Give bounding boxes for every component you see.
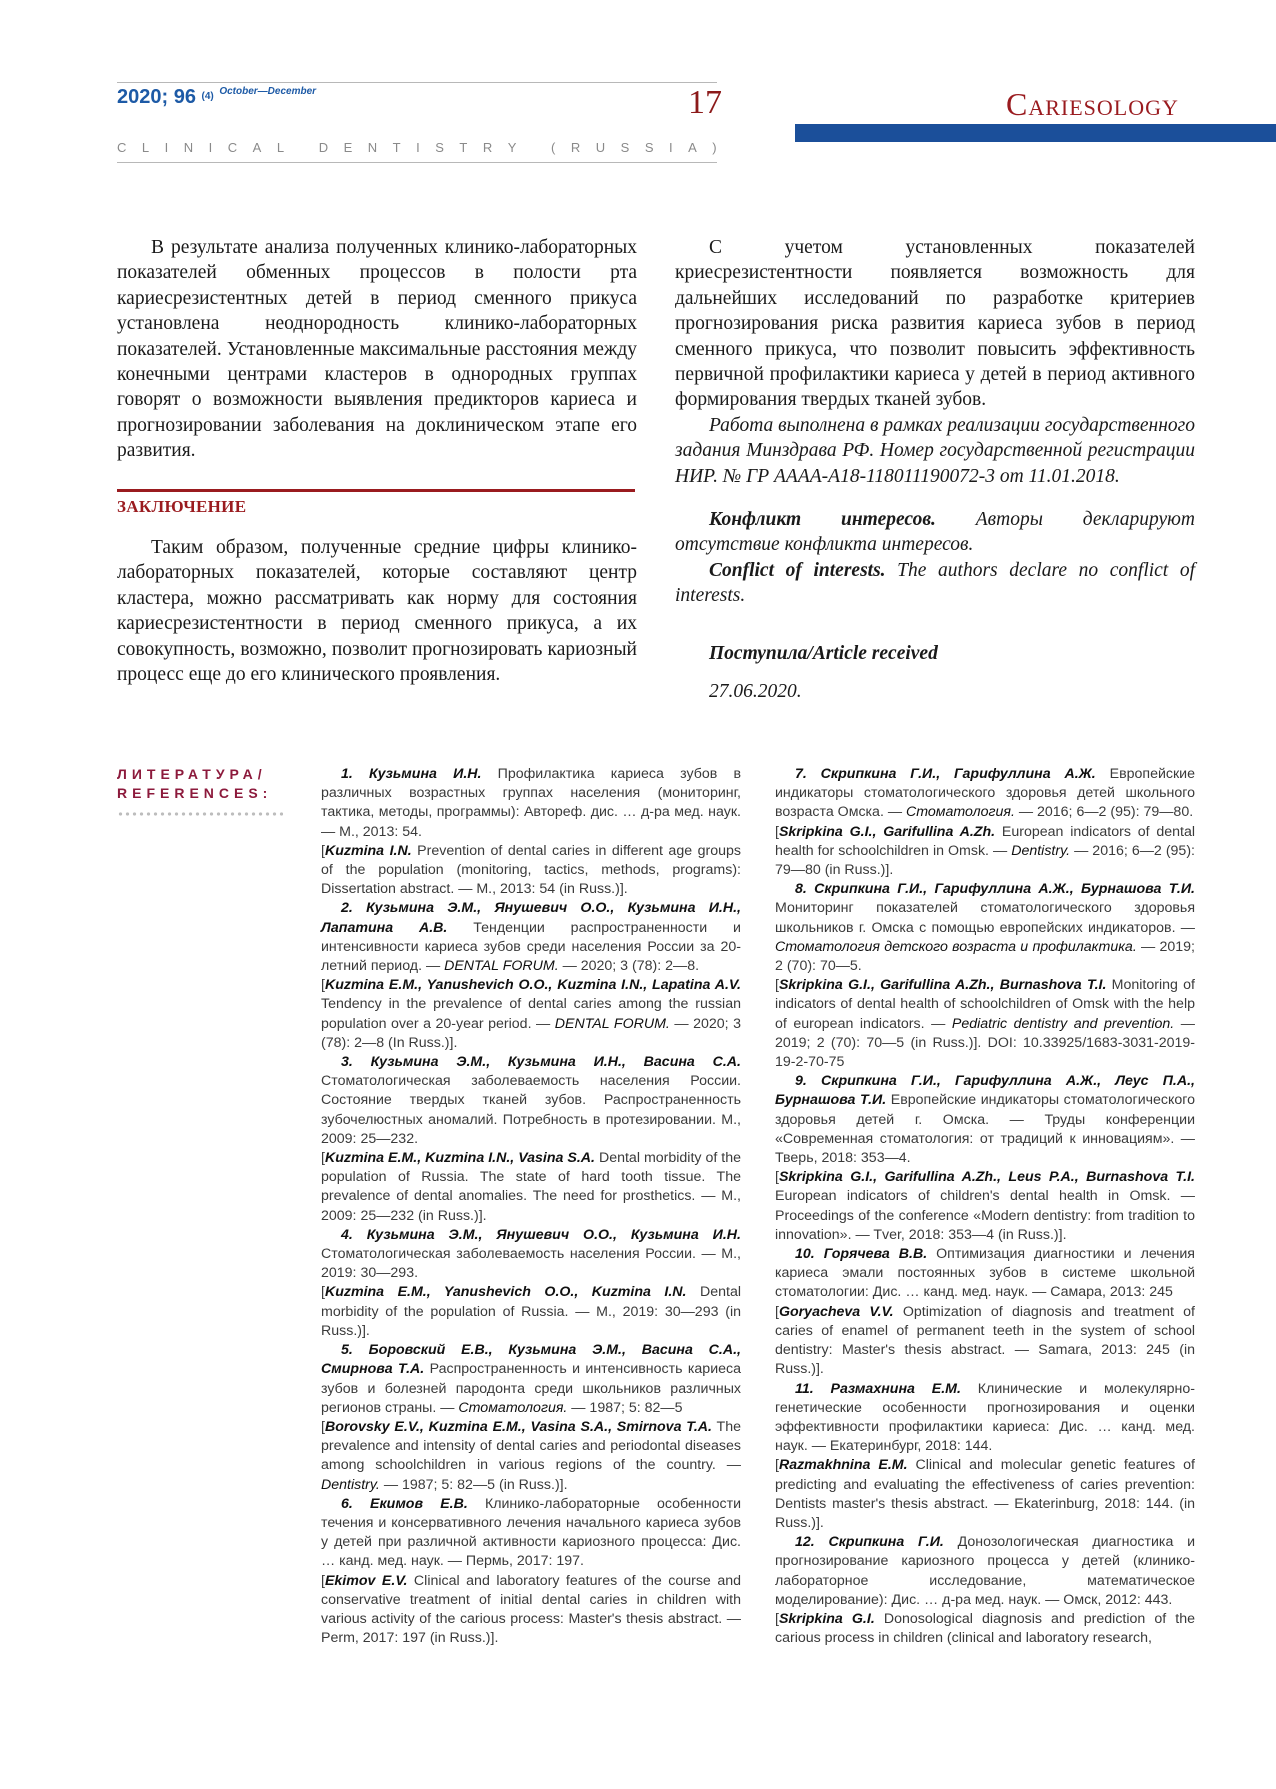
reference-en-tail: — 2019; 2 (70): 70—5 (in Russ.)]. DOI: 10.33925/1683-3031-2019-19-2-70-75 bbox=[775, 1015, 1195, 1071]
journal-letter: E bbox=[343, 140, 353, 155]
reference-en: [Skripkina G.I., Garifullina A.Zh., Leus P.A., Burnashova T.I. European indicators of children's dental health in Omsk. — Proceedings of the conference «Modern dentistry: from tradition to innovation». — Tver, 2018: 353—4 (in Russ.)]. bbox=[775, 1169, 1195, 1243]
reference-en: [Kuzmina I.N. Prevention of dental caries in different age groups of the population (monitoring, tactics, methods, programs): Dissertation abstract. — M., 2013: 54 (in Russ.)]. bbox=[321, 842, 741, 898]
reference-en: [Ekimov E.V. Clinical and laboratory features of the course and conservative treatment of initial dental caries in children with various activity of the carious process: Master's thesis abstract. — Perm, 2017: 197 (in Russ.)]. bbox=[321, 1572, 741, 1647]
journal-letter: R bbox=[482, 140, 493, 155]
journal-letter: L bbox=[141, 140, 150, 155]
reference-ru bbox=[321, 899, 741, 976]
journal-letter: I bbox=[208, 140, 213, 155]
reference-en-tail: — 2020; 3 (78): 2—8 (In Russ.)]. bbox=[321, 1015, 741, 1051]
journal-letter: R bbox=[570, 140, 581, 155]
section-color-bar bbox=[795, 124, 1276, 142]
conclusion-paragraph: Таким образом, полученные средние цифры клинико-лабораторных показателей, которые составляют центр кластера, можно рассматривать как норму для состояния кариесрезистентности в период сменного прикуса, а их совокупность, возможно, позволит прогнозировать кариозный процесс еще до его клинического проявления. bbox=[117, 537, 637, 686]
reference-ru-text: Клинические и молекулярно-генетические особенности прогнозирования и оценки эффективности профилактики кариеса: Дис. … канд. мед. наук. — Екатеринбург, 2018: 144. bbox=[775, 1380, 1196, 1455]
received-date: 27.06.2020. bbox=[709, 681, 802, 702]
issue-info bbox=[117, 86, 316, 109]
conflict-ru bbox=[675, 507, 1195, 558]
section-title: Cariesology bbox=[1006, 86, 1179, 122]
journal-letter: U bbox=[595, 140, 606, 155]
journal-letter: I bbox=[669, 140, 673, 155]
reference-en-authors: Skripkina G.I., Garifullina A.Zh., Burnashova T.I. bbox=[778, 977, 1107, 994]
reference-en-text: Dental morbidity of the population of Russia. The state of hard tooth tissue. The prevalence of dental anomalies. The need for prosthetics. — M., 2009: 25—232 (in Russ.)]. bbox=[321, 1150, 741, 1224]
reference-en-authors: Kuzmina E.M., Kuzmina I.N., Vasina S.A. bbox=[324, 1150, 595, 1167]
reference-ru-authors: 9. Скрипкина Г.И., Гарифуллина А.Ж., Леус П.А., Бурнашова Т.И. bbox=[775, 1073, 1195, 1109]
reference-en-text: Optimization of diagnosis and treatment of caries of enamel of permanent teeth in the system of school dentistry: Master's thesis abstract. — Samara, 2013: 245 (in Russ.)]. bbox=[775, 1303, 1195, 1378]
reference-en-source: Dentistry. bbox=[1011, 842, 1071, 859]
reference-ru bbox=[775, 765, 1195, 823]
reference-ru-source: Стоматология. bbox=[905, 804, 1015, 821]
reference-ru-text: Оптимизация диагностики и лечения кариеса эмали постоянных зубов в системе школьной стоматологии: Дис. … канд. мед. наук. — Самара, 2013: 245 bbox=[775, 1246, 1195, 1301]
reference-ru-authors: 1. Кузьмина И.Н. bbox=[341, 766, 482, 782]
funding-note: Работа выполнена в рамках реализации государственного задания Минздрава РФ. Номер государственной регистрации НИР. № ГР АААА-А18-118011190072-3 от 11.01.2018. bbox=[675, 414, 1195, 487]
conflict-ru-text: Авторы декларируют отсутствие конфликта интересов. bbox=[675, 509, 1196, 556]
reference-ru-text: Стоматологическая заболеваемость населения России. Состояние твердых тканей зубов. Распространенность зубочелюстных аномалий. Потребность в протезировании. М., 2009: 25—232. bbox=[321, 1073, 741, 1147]
reference-ru bbox=[321, 1341, 741, 1418]
reference-en-authors: Skripkina G.I., Garifullina A.Zh. bbox=[778, 823, 996, 840]
issue-year: 2020; bbox=[117, 86, 169, 108]
conclusion-heading: ЗАКЛЮЧЕНИЕ bbox=[117, 497, 247, 516]
reference-ru bbox=[321, 1495, 741, 1572]
page-number: 17 bbox=[688, 84, 722, 121]
journal-letter: L bbox=[276, 140, 285, 155]
journal-letter: N bbox=[367, 140, 378, 155]
reference-en-authors: Skripkina G.I. bbox=[778, 1610, 875, 1627]
reference-ru-tail: — 2020; 3 (78): 2—8. bbox=[558, 958, 700, 975]
journal-letter: ) bbox=[712, 140, 717, 155]
conflict-en-text: The authors declare no conflict of interests. bbox=[675, 559, 1196, 607]
reference-ru-authors: 8. Скрипкина Г.И., Гарифуллина А.Ж., Бурнашова Т.И. bbox=[795, 881, 1195, 898]
journal-letter: C bbox=[117, 140, 127, 155]
issue-months: October—December bbox=[219, 86, 317, 97]
reference-en-authors: Borovsky E.V., Kuzmina E.M., Vasina S.A., Smirnova T.A. bbox=[324, 1418, 712, 1435]
reference-en-tail: — 2016; 6—2 (95): 79—80 (in Russ.)]. bbox=[775, 842, 1195, 879]
reference-en-authors: Kuzmina E.M., Yanushevich O.O., Kuzmina I.N., Lapatina A.V. bbox=[324, 977, 741, 994]
reference-en-text: European indicators of children's dental health in Omsk. — Proceedings of the conference «Modern dentistry: from tradition to innovation». — Tver, 2018: 353—4 (in Russ.)]. bbox=[775, 1188, 1195, 1243]
reference-ru-authors: 4. Кузьмина Э.М., Янушевич О.О., Кузьмина И.Н. bbox=[341, 1226, 741, 1243]
reference-en-authors: Goryacheva V.V. bbox=[778, 1303, 894, 1320]
references-left-column bbox=[321, 765, 741, 1648]
conflict-en-label: Conflict of interests. bbox=[709, 559, 886, 581]
reference-en-authors: Ekimov E.V. bbox=[324, 1572, 408, 1589]
reference-en-text: Clinical and molecular genetic features of predicting and evaluating the effectiveness of caries prevention: Dentists master's thesis abstract. — Ekaterinburg, 2018: 144. (in Russ.)]. bbox=[775, 1457, 1195, 1531]
reference-ru bbox=[321, 765, 741, 842]
reference-ru-text: Мониторинг показателей стоматологического здоровья школьников г. Омска с помощью европейских индикаторов. — bbox=[775, 900, 1195, 936]
reference-en-source: Dentistry. bbox=[321, 1476, 380, 1493]
left-column-conclusion bbox=[117, 535, 637, 687]
issue-volume: 96 bbox=[173, 86, 196, 108]
right-paragraph-1: С учетом установленных показателей криесрезистентности появляется возможность для дальнейших исследований по разработке критериев прогнозирования риска развития кариеса зубов в период сменного прикуса, что позволит повысить эффективность первичной профилактики кариеса у детей в период активного формирования твердых тканей зубов. bbox=[675, 237, 1195, 411]
reference-en: [Skripkina G.I. Donosological diagnosis and prediction of the carious process in children (clinical and laboratory research, bbox=[775, 1610, 1195, 1647]
left-paragraph-1: В результате анализа полученных клинико-лабораторных показателей обменных процессов в полости рта кариесрезистентных детей в период сменного прикуса установлена неоднородность клинико-лабораторных показателей. Установленные максимальные расстояния между конечными центрами кластеров в однородных группах говорят о возможности выявления предикторов кариеса и прогнозировании заболевания на доклиническом этапе его развития. bbox=[117, 237, 637, 462]
reference-en: [Borovsky E.V., Kuzmina E.M., Vasina S.A., Smirnova T.A. The prevalence and intensity of dental caries and periodontal diseases among schoolchildren in various regions of the country. — Dentistry. — 1987; 5: 82—5 (in Russ.)]. bbox=[321, 1418, 741, 1493]
references-right-column bbox=[775, 765, 1195, 1648]
journal-letter: A bbox=[252, 140, 262, 155]
reference-ru-source: Стоматология детского возраста и профилактика. bbox=[775, 938, 1137, 955]
conflict-en bbox=[675, 558, 1195, 609]
journal-title bbox=[117, 140, 717, 155]
reference-ru-authors: 12. Скрипкина Г.И. bbox=[795, 1534, 944, 1551]
reference-en: [Skripkina G.I., Garifullina A.Zh. European indicators of dental health for schoolchildren in Omsk. — Dentistry. — 2016; 6—2 (95): 79—80 (in Russ.)]. bbox=[775, 823, 1195, 879]
reference-en-text: Prevention of dental caries in different age groups of the population (monitoring, tactics, methods, programs): Dissertation abstract. — M., 2013: 54 (in Russ.)]. bbox=[321, 842, 741, 898]
reference-ru-authors: 11. Размахнина Е.М. bbox=[795, 1380, 961, 1397]
reference-ru bbox=[775, 880, 1195, 976]
journal-letter: A bbox=[688, 140, 697, 155]
reference-ru-text: Донозологическая диагностика и прогнозирование кариозного процесса у детей (клинико-лабораторное исследование, математическое моделирование): Дис. … д-ра мед. наук. — Омск, 2012: 443. bbox=[775, 1534, 1195, 1608]
reference-ru bbox=[775, 1245, 1195, 1303]
reference-ru-source: DENTAL FORUM. bbox=[444, 958, 559, 975]
conclusion-rule bbox=[117, 489, 635, 492]
journal-letter: I bbox=[416, 140, 420, 155]
reference-en: [Razmakhnina E.M. Clinical and molecular genetic features of predicting and evaluating the effectiveness of caries prevention: Dentists master's thesis abstract. — Ekaterinburg, 2018: 144. (in Russ.)]. bbox=[775, 1457, 1195, 1531]
reference-en-authors: Kuzmina E.M., Yanushevich O.O., Kuzmina I.N. bbox=[324, 1284, 687, 1301]
references-label-line1: ЛИТЕРАТУРА/ bbox=[117, 766, 267, 782]
journal-letter: S bbox=[435, 140, 444, 155]
journal-letter: I bbox=[164, 140, 169, 155]
reference-ru-authors: 6. Екимов Е.В. bbox=[341, 1495, 468, 1512]
reference-ru bbox=[775, 1533, 1195, 1610]
received-label: Поступила/Article received bbox=[709, 643, 938, 664]
reference-en: [Kuzmina E.M., Yanushevich O.O., Kuzmina I.N., Lapatina A.V. Tendency in the prevalence of dental caries among the russian population over a 20-year period. — DENTAL FORUM. — 2020; 3 (78): 2—8 (In Russ.)]. bbox=[321, 977, 741, 1051]
journal-letter: Y bbox=[507, 140, 517, 155]
reference-en-tail: — 1987; 5: 82—5 (in Russ.)]. bbox=[379, 1476, 568, 1493]
reference-en-authors: Skripkina G.I., Garifullina A.Zh., Leus P.A., Burnashova T.I. bbox=[778, 1169, 1195, 1186]
reference-ru-text: Европейские индикаторы стоматологического здоровья детей г. Омска. — Труды конференции «Современная стоматология: от традиций к инновациям». — Тверь, 2018: 353—4. bbox=[775, 1092, 1196, 1167]
header-bottom-rule bbox=[117, 162, 717, 163]
reference-en: [Skripkina G.I., Garifullina A.Zh., Burnashova T.I. Monitoring of indicators of dental health of schoolchildren of Omsk with the help of european indicators. — Pediatric dentistry and prevention. — 2019; 2 (70): 70—5 (in Russ.)]. DOI: 10.33925/1683-3031-2019-19-2-70-75 bbox=[775, 977, 1195, 1071]
reference-en-authors: Razmakhnina E.M. bbox=[778, 1457, 908, 1474]
reference-ru-authors: 7. Скрипкина Г.И., Гарифуллина А.Ж. bbox=[795, 766, 1096, 782]
reference-en-text: European indicators of dental health for schoolchildren in Omsk. — bbox=[775, 823, 1195, 859]
reference-ru-text: Профилактика кариеса зубов в различных возрастных группах населения (мониторинг, тактика, методы, программы): Автореф. дис. … д-ра мед. наук. — М., 2013: 54. bbox=[321, 766, 741, 840]
reference-ru-authors: 5. Боровский Е.В., Кузьмина Э.М., Васина С.А., Смирнова Т.А. bbox=[321, 1342, 741, 1378]
reference-en-text: Monitoring of indicators of dental health of schoolchildren of Omsk with the help of european indicators. — bbox=[775, 977, 1195, 1032]
journal-letter: C bbox=[227, 140, 238, 155]
journal-letter: T bbox=[392, 140, 401, 155]
issue-number: (4) bbox=[201, 91, 214, 102]
reference-en-source: Pediatric dentistry and prevention. bbox=[951, 1015, 1175, 1032]
reference-en: [Kuzmina E.M., Yanushevich O.O., Kuzmina I.N. Dental morbidity of the population of Russia. — M., 2019: 30—293 (in Russ.)]. bbox=[321, 1284, 742, 1339]
journal-letter bbox=[532, 140, 536, 155]
reference-en-source: DENTAL FORUM. bbox=[554, 1015, 670, 1032]
conflict-block bbox=[675, 507, 1195, 609]
journal-letter: T bbox=[459, 140, 468, 155]
reference-ru-tail: — 1987; 5: 82—5 bbox=[567, 1399, 683, 1416]
reference-ru-source: Стоматология. bbox=[458, 1399, 568, 1416]
references-dotted-rule bbox=[117, 812, 283, 816]
right-column bbox=[675, 235, 1195, 609]
reference-ru bbox=[321, 1053, 741, 1149]
reference-ru-text: Распространенность и интенсивность кариеса зубов и болезней пародонта среди школьников различных регионов страны. — bbox=[321, 1361, 741, 1416]
reference-en-authors: Kuzmina I.N. bbox=[324, 842, 412, 859]
reference-ru-tail: — 2016; 6—2 (95): 79—80. bbox=[1014, 804, 1194, 821]
reference-en-text: Clinical and laboratory features of the course and conservative treatment of initial dental caries in children with various activity of the carious process: Master's thesis abstract. — Perm, 2017: 197 (in Russ.)]. bbox=[321, 1572, 741, 1647]
reference-ru-text: Стоматологическая заболеваемость населения России. — М., 2019: 30—293. bbox=[321, 1246, 741, 1282]
reference-ru-text: Клинико-лабораторные особенности течения и консервативного лечения начального кариеса зубов у детей при различной активности кариозного процесса: Дис. … канд. мед. наук. — Пермь, 2017: 197. bbox=[321, 1495, 741, 1570]
reference-ru-authors: 10. Горячева В.В. bbox=[795, 1246, 928, 1263]
reference-ru bbox=[775, 1072, 1195, 1168]
journal-letter: N bbox=[183, 140, 194, 155]
reference-ru-text: Тенденции распространенности и интенсивности кариеса зубов среди населения России за 20-летний период. — bbox=[321, 919, 741, 975]
references-label bbox=[117, 765, 272, 803]
conflict-ru-label: Конфликт интересов. bbox=[709, 509, 936, 531]
reference-en-text: Donosological diagnosis and prediction of the carious process in children (clinical and laboratory research, bbox=[775, 1610, 1195, 1647]
journal-letter bbox=[300, 140, 304, 155]
reference-ru-authors: 2. Кузьмина Э.М., Янушевич О.О., Кузьмина И.Н., Лапатина А.В. bbox=[321, 900, 741, 936]
reference-ru-authors: 3. Кузьмина Э.М., Кузьмина И.Н., Васина С.А. bbox=[341, 1054, 741, 1071]
header-top-rule bbox=[117, 82, 717, 83]
reference-en-text: Dental morbidity of the population of Russia. — M., 2019: 30—293 (in Russ.)]. bbox=[321, 1284, 742, 1339]
journal-letter: D bbox=[318, 140, 329, 155]
reference-ru-text: Европейские индикаторы стоматологического здоровья детей школьного возраста Омска. — bbox=[775, 766, 1195, 821]
reference-en-text: The prevalence and intensity of dental caries and periodontal diseases among schoolchildren in various regions of the country. — bbox=[321, 1418, 741, 1474]
reference-ru bbox=[775, 1380, 1195, 1457]
journal-letter: ( bbox=[551, 140, 556, 155]
reference-en: [Goryacheva V.V. Optimization of diagnosis and treatment of caries of enamel of permanent teeth in the system of school dentistry: Master's thesis abstract. — Samara, 2013: 245 (in Russ.)]. bbox=[775, 1303, 1195, 1378]
reference-ru bbox=[321, 1226, 741, 1284]
reference-en: [Kuzmina E.M., Kuzmina I.N., Vasina S.A. Dental morbidity of the population of Russia. The state of hard tooth tissue. The prevalence of dental anomalies. The need for prosthetics. — M., 2009: 25—232 (in Russ.)]. bbox=[321, 1150, 741, 1224]
journal-letter: S bbox=[620, 140, 630, 155]
journal-letter: S bbox=[644, 140, 654, 155]
left-column-intro bbox=[117, 235, 637, 464]
references-label-line2: REFERENCES: bbox=[117, 785, 273, 801]
reference-ru-tail: — 2019; 2 (70): 70—5. bbox=[775, 938, 1195, 975]
reference-en-text: Tendency in the prevalence of dental caries among the russian population over a 20-year period. — bbox=[321, 996, 741, 1032]
